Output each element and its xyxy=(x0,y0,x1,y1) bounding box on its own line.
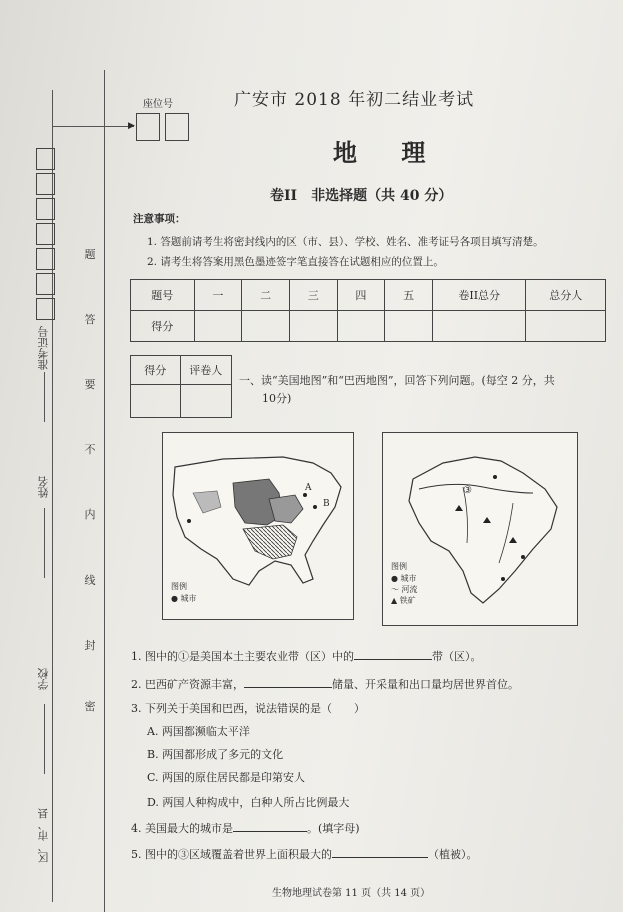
notes-heading: 注意事项： xyxy=(133,213,186,225)
option-b: B. 两国都形成了多元的文化 xyxy=(147,748,284,761)
seal-char: 要 xyxy=(84,378,96,391)
answer-blank-2[interactable] xyxy=(244,676,332,688)
answer-blank-1[interactable] xyxy=(354,648,432,660)
note-item: 2. 请考生将答案用黑色墨迹签字笔直接答在试题相应的位置上。 xyxy=(147,256,444,268)
name-label: 姓名 xyxy=(37,476,50,498)
usa-label-a: A xyxy=(305,483,312,493)
answer-blank-5[interactable] xyxy=(332,846,428,858)
brazil-label-3: ③ xyxy=(463,485,472,496)
question-3: 3. 下列关于美国和巴西，说法错误的是（ ） xyxy=(131,702,365,715)
score-header-cell: 三 xyxy=(289,280,337,311)
exam-no-label: 准考证号 xyxy=(37,326,50,370)
option-a: A. 两国都濒临太平洋 xyxy=(147,725,250,738)
seal-char: 不 xyxy=(84,443,96,456)
brazil-legend-item: ● 城市 xyxy=(391,574,417,583)
binding-line-inner xyxy=(104,70,105,912)
exam-no-box[interactable] xyxy=(36,198,55,220)
option-c: C. 两国的原住居民都是印第安人 xyxy=(147,771,306,784)
exam-no-box[interactable] xyxy=(36,148,55,170)
score-header-cell: 一 xyxy=(194,280,242,311)
question-4-text: 4. 美国最大的城市是 xyxy=(131,822,233,835)
seal-char: 封 xyxy=(84,639,96,652)
question-1-tail: 带（区）。 xyxy=(432,650,482,663)
school-label: 学校 xyxy=(37,668,50,690)
seat-box-1[interactable] xyxy=(136,113,160,141)
seat-box-2[interactable] xyxy=(165,113,189,141)
score-header-cell: 总分人 xyxy=(526,280,606,311)
question-4-tail: 。(填字母) xyxy=(307,822,360,835)
score-input-cell[interactable] xyxy=(432,311,526,342)
seal-char: 密 xyxy=(84,700,96,713)
question-intro-cont: 10分) xyxy=(262,392,292,405)
usa-map-drawing xyxy=(163,433,353,619)
arrow-icon: ▶ xyxy=(128,121,135,131)
seat-connector xyxy=(52,126,134,127)
score-input-cell[interactable] xyxy=(385,311,433,342)
question-5 xyxy=(131,846,478,862)
question-5-text: 5. 图中的③区域覆盖着世界上面积最大的 xyxy=(131,848,332,861)
exam-no-box[interactable] xyxy=(36,273,55,295)
usa-label-b: B xyxy=(323,499,330,509)
score-input-cell[interactable] xyxy=(526,311,606,342)
score-header-cell: 卷II总分 xyxy=(432,280,526,311)
brazil-legend-title: 图例 xyxy=(391,562,407,571)
seal-char: 答 xyxy=(84,313,96,326)
answer-blank-4[interactable] xyxy=(233,820,307,832)
option-d: D. 两国人种构成中，白种人所占比例最大 xyxy=(147,796,350,809)
brazil-legend-item: ▲ 铁矿 xyxy=(391,596,416,605)
exam-no-underline[interactable] xyxy=(44,372,45,422)
score-header-cell: 四 xyxy=(337,280,385,311)
score-header-cell: 五 xyxy=(385,280,433,311)
note-item: 1. 答题前请考生将密封线内的区（市、县）、学校、姓名、准考证号各项目填写清楚。 xyxy=(147,236,544,248)
exam-no-box[interactable] xyxy=(36,298,55,320)
exam-no-box[interactable] xyxy=(36,223,55,245)
brazil-legend-item: ～ 河流 xyxy=(391,585,418,594)
grader-score-cell[interactable] xyxy=(131,385,181,418)
grader-score-label: 得分 xyxy=(131,356,181,385)
exam-no-box[interactable] xyxy=(36,248,55,270)
exam-title: 广安市 2018 年初二结业考试 xyxy=(234,90,475,110)
grader-name-label: 评卷人 xyxy=(180,356,231,385)
score-input-cell[interactable] xyxy=(194,311,242,342)
grader-table xyxy=(130,355,232,418)
score-input-cell[interactable] xyxy=(289,311,337,342)
question-2-text: 2. 巴西矿产资源丰富， xyxy=(131,678,244,691)
score-input-cell[interactable] xyxy=(337,311,385,342)
score-input-cell[interactable] xyxy=(242,311,290,342)
seal-char: 线 xyxy=(84,574,96,587)
usa-map xyxy=(162,432,354,620)
question-1 xyxy=(131,648,482,664)
question-2-tail: 储量、开采量和出口量均居世界首位。 xyxy=(332,678,519,691)
score-row-label: 得分 xyxy=(131,311,195,342)
brazil-map xyxy=(382,432,578,626)
question-1-text: 1. 图中的①是美国本土主要农业带（区）中的 xyxy=(131,650,354,663)
name-underline[interactable] xyxy=(44,508,45,578)
seal-char: 题 xyxy=(84,248,96,261)
section-title: 卷II 非选择题（共 40 分） xyxy=(270,188,453,204)
district-label: 区、市、县 xyxy=(37,808,50,863)
seat-label: 座位号 xyxy=(143,99,173,110)
question-2 xyxy=(131,676,519,692)
question-intro: 一、读“美国地图”和“巴西地图”，回答下列问题。(每空 2 分，共 xyxy=(239,374,555,387)
page-footer: 生物地理试卷第 11 页（共 14 页） xyxy=(272,888,431,899)
question-4 xyxy=(131,820,360,836)
grader-name-cell[interactable] xyxy=(180,385,231,418)
score-header-cell: 二 xyxy=(242,280,290,311)
exam-no-box[interactable] xyxy=(36,173,55,195)
seal-char: 内 xyxy=(84,508,96,521)
question-5-tail: （植被）。 xyxy=(428,848,478,861)
school-underline[interactable] xyxy=(44,704,45,774)
usa-legend-item: ● 城市 xyxy=(171,594,197,603)
subject-title: 地 理 xyxy=(333,138,444,167)
score-table xyxy=(130,279,606,342)
usa-legend-title: 图例 xyxy=(171,582,187,591)
score-header-cell: 题号 xyxy=(131,280,195,311)
